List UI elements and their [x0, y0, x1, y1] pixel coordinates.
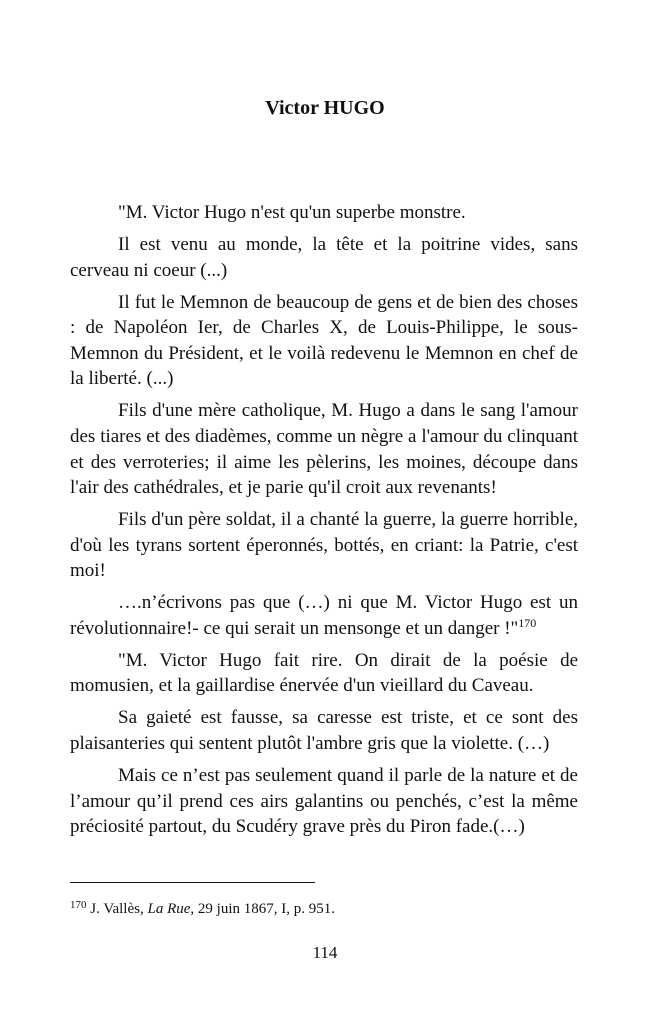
footnote-divider: [70, 882, 315, 883]
footnote-reference[interactable]: 170: [518, 615, 537, 630]
paragraph-3: Il fut le Memnon de beaucoup de gens et de bien des choses : de Napoléon Ier, de Charles X, de Louis-Philippe, le sous-Memnon du Président, et le voilà redevenu le Memnon en chef de la liberté. (...): [70, 291, 578, 390]
footnote-details: , 29 juin 1867, I, p. 951.: [190, 901, 335, 917]
footnote-number: 170: [70, 899, 87, 911]
paragraph-9: Mais ce n’est pas seulement quand il parle de la nature et de l’amour qu’il prend ces airs galantins ou penchés, c’est la même préciosité partout, du Scudéry grave près du Piron fade.(…): [70, 765, 578, 838]
paragraph-8: Sa gaieté est fausse, sa caresse est triste, et ce sont des plaisanteries qui sentent plutôt l'ambre gris que la violette. (…): [70, 707, 578, 755]
page-number: 114: [312, 943, 338, 962]
paragraph-4: Fils d'une mère catholique, M. Hugo a dans le sang l'amour des tiares et des diadèmes, comme un nègre a l'amour du clinquant et des verroteries; il aime les pèlerins, les moines, découpe dans l'air des cathédrales, et je parie qu'il croit aux revenants!: [70, 400, 578, 499]
paragraph-1: "M. Victor Hugo n'est qu'un superbe monstre.: [118, 202, 466, 223]
footnote-work-title: La Rue: [147, 901, 191, 917]
footnote-author: J. Vallès,: [90, 901, 144, 917]
paragraph-2: Il est venu au monde, la tête et la poitrine vides, sans cerveau ni coeur (...): [70, 233, 578, 281]
paragraph-6-text: ….n’écrivons pas que (…) ni que M. Victor Hugo est un révolutionnaire!- ce qui serait un mensonge et un danger !": [70, 592, 578, 639]
chapter-title: Victor HUGO: [265, 97, 385, 119]
paragraph-7: "M. Victor Hugo fait rire. On dirait de la poésie de momusien, et la gaillardise énervée d'un vieillard du Caveau.: [70, 649, 578, 697]
footnote: [70, 899, 578, 919]
body-text: [70, 200, 578, 846]
paragraph-5: Fils d'un père soldat, il a chanté la guerre, la guerre horrible, d'où les tyrans sortent éperonnés, bottés, en criant: la Patrie, c'est moi!: [70, 509, 578, 582]
paragraph-6: [70, 590, 578, 641]
